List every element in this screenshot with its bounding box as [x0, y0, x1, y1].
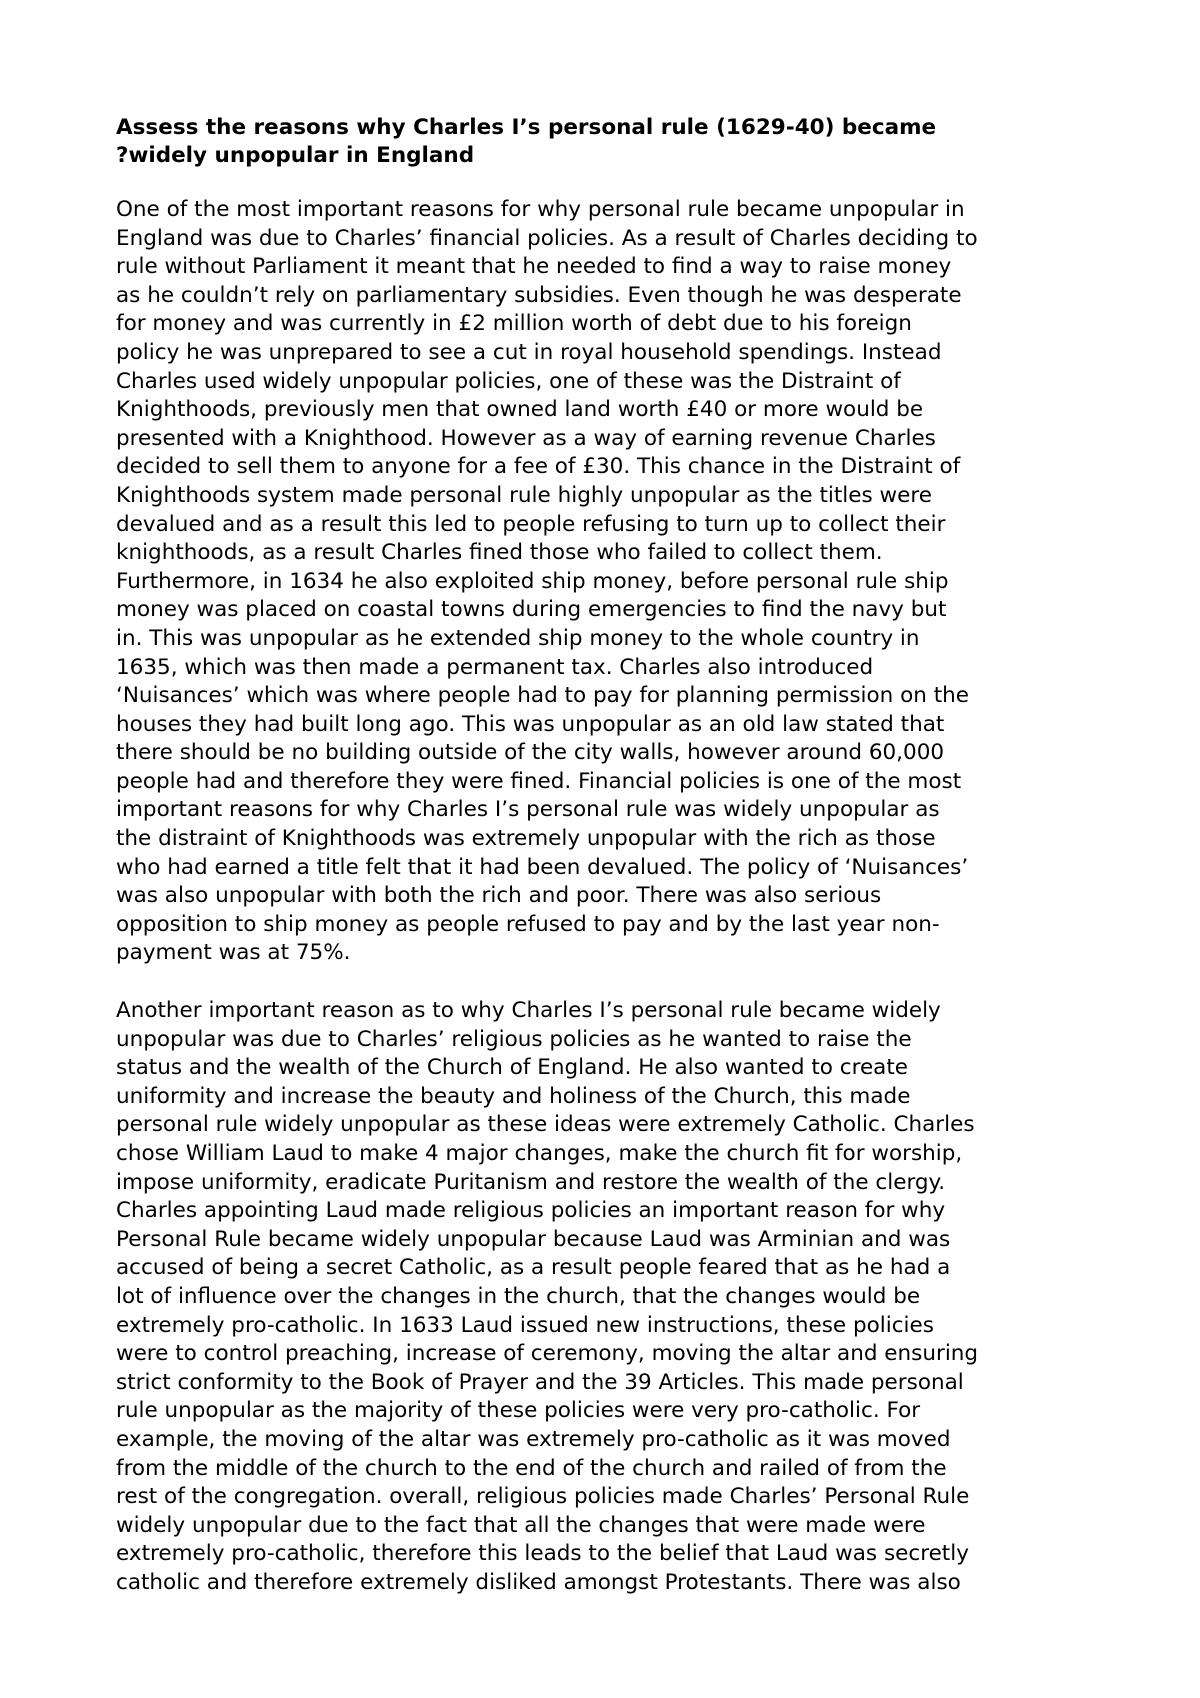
paragraph-spacer: [116, 968, 1116, 997]
paragraph-religious-policies: Another important reason as to why Charles I’s personal rule became widely unpopular was due to Charles’ religious policies as he wanted to raise the status and the wealth of the Church of England. He also wanted to create uniformity and increase the beauty and holiness of the Church, this made personal rule widely unpopular as these ideas were extremely Catholic. Charles chose William Laud to make 4 major changes, make the church fit for worship, impose uniformity, eradicate Puritanism and restore the wealth of the clergy. Charles appointing Laud made religious policies an important reason for why Personal Rule became widely unpopular because Laud was Arminian and was accused of being a secret Catholic, as a result people feared that as he had a lot of influence over the changes in the church, that the changes would be extremely pro-catholic. In 1633 Laud issued new instructions, these policies were to control preaching, increase of ceremony, moving the altar and ensuring strict conformity to the Book of Prayer and the 39 Articles. This made personal rule unpopular as the majority of these policies were very pro-catholic. For example, the moving of the altar was extremely pro-catholic as it was moved from the middle of the church to the end of the church and railed of from the rest of the congregation. overall, religious policies made Charles’ Personal Rule widely unpopular due to the fact that all the changes that were made were extremely pro-catholic, therefore this leads to the belief that Laud was secretly catholic and therefore extremely disliked amongst Protestants. There was also: [116, 998, 979, 1595]
document-body: [116, 114, 1116, 1598]
title-spacer: [116, 170, 1116, 196]
paragraph-financial-policies: One of the most important reasons for why personal rule became unpopular in England was due to Charles’ financial policies. As a result of Charles deciding to rule without Parliament it meant that he needed to find a way to raise money as he couldn’t rely on parliamentary subsidies. Even though he was desperate for money and was currently in £2 million worth of debt due to his foreign policy he was unprepared to see a cut in royal household spendings. Instead Charles used widely unpopular policies, one of these was the Distraint of Knighthoods, previously men that owned land worth £40 or more would be presented with a Knighthood. However as a way of earning revenue Charles decided to sell them to anyone for a fee of £30. This chance in the Distraint of Knighthoods system made personal rule highly unpopular as the titles were devalued and as a result this led to people refusing to turn up to collect their knighthoods, as a result Charles fined those who failed to collect them. Furthermore, in 1634 he also exploited ship money, before personal rule ship money was placed on coastal towns during emergencies to find the navy but in. This was unpopular as he extended ship money to the whole country in 1635, which was then made a permanent tax. Charles also introduced ‘Nuisances’ which was where people had to pay for planning permission on the houses they had built long ago. This was unpopular as an old law stated that there should be no building outside of the city walls, however around 60,000 people had and therefore they were fined. Financial policies is one of the most important reasons for why Charles I’s personal rule was widely unpopular as the distraint of Knighthoods was extremely unpopular with the rich as those who had earned a title felt that it had been devalued. The policy of ‘Nuisances’ was also unpopular with both the rich and poor. There was also serious opposition to ship money as people refused to pay and by the last year non- payment was at 75%.: [116, 197, 978, 966]
essay-title: Assess the reasons why Charles I’s personal rule (1629-40) became ?widely unpopular in England: [116, 115, 937, 168]
